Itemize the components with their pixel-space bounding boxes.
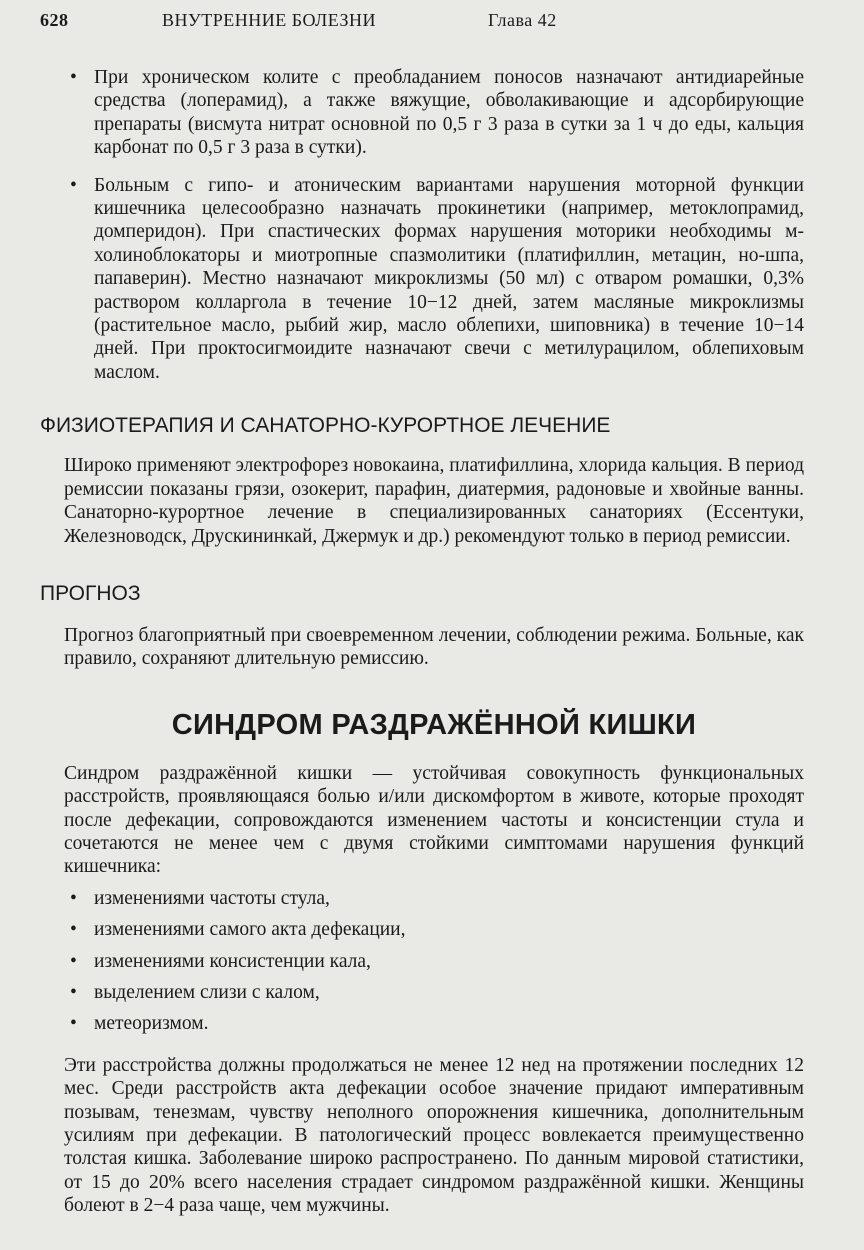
treatment-item-antidiarrheal: • При хроническом колите с преобладанием поносов назначают антидиарейные средства (лоперамид), а также вяжущие, обволакивающие и адсорбирующие препараты (висмута нитрат основной по 0,5 г 3 раза в сутки за 1 ч до еды, кальция карбонат по 0,5 г 3 раза в сутки).: [64, 66, 804, 160]
running-header: [40, 10, 824, 34]
list-item: • изменениями частоты стула,: [64, 887, 804, 910]
chapter-label: Глава 42: [488, 10, 557, 30]
page-number: 628: [40, 10, 69, 30]
book-title: ВНУТРЕННИЕ БОЛЕЗНИ: [162, 10, 376, 30]
ibs-symptom-list: [64, 887, 804, 1036]
page-body: [40, 60, 804, 1218]
ibs-heading: СИНДРОМ РАЗДРАЖЁННОЙ КИШКИ: [171, 708, 697, 741]
physiotherapy-paragraph: Широко применяют электрофорез новокаина, платифиллина, хлорида кальция. В период ремиссии показаны грязи, озокерит, парафин, диатермия, радоновые и хвойные ванны. Санаторно-курортное лечение в специализированных санаториях (Ессентуки, Железноводск, Друскининкай, Джермук и др.) рекомендуют только в период ремиссии.: [64, 455, 804, 547]
list-item: • изменениями консистенции кала,: [64, 950, 804, 973]
ibs-definition-paragraph: Синдром раздражённой кишки — устойчивая совокупность функциональных расстройств, проявляющаяся болью и/или дискомфортом в животе, которые проходят после дефекации, сопровождаются изменением частоты и консистенции стула и сочетаются не менее чем с двумя стойкими симптомами нарушения функций кишечника:: [64, 762, 804, 878]
physiotherapy-heading: ФИЗИОТЕРАПИЯ И САНАТОРНО-КУРОРТНОЕ ЛЕЧЕНИЕ: [40, 414, 611, 438]
treatment-item-motility: • Больным с гипо- и атоническим вариантами нарушения моторной функции кишечника целесообразно назначать прокинетики (например, метоклопрамид, домперидон). При спастических формах нарушения моторики необходимы м-холиноблокаторы и миотропные спазмолитики (платифиллин, метацин, но-шпа, папаверин). Местно назначают микроклизмы (50 мл) с отваром ромашки, 0,3% раствором колларгола в течение 10−12 дней, затем масляные микроклизмы (растительное масло, рыбий жир, масло облепихи, шиповника) в течение 10−14 дней. При проктосигмоидите назначают свечи с метилурацилом, облепиховым маслом.: [64, 174, 804, 385]
list-item: • метеоризмом.: [64, 1012, 804, 1035]
ibs-closing-paragraph: Эти расстройства должны продолжаться не менее 12 нед на протяжении последних 12 мес. Среди расстройств акта дефекации особое значение придают императивным позывам, тенезмам, чувству неполного опорожнения кишечника, дополнительным усилиям при дефекации. В патологический процесс вовлекается преимущественно толстая кишка. Заболевание широко распространено. По данным мировой статистики, от 15 до 20% всего населения страдает синдромом раздражённой кишки. Женщины болеют в 2−4 раза чаще, чем мужчины.: [64, 1054, 804, 1217]
treatment-list: [64, 66, 804, 384]
prognosis-paragraph: Прогноз благоприятный при своевременном лечении, соблюдении режима. Больные, как правило, сохраняют длительную ремиссию.: [64, 624, 804, 670]
list-item: • изменениями самого акта дефекации,: [64, 918, 804, 941]
prognosis-heading: ПРОГНОЗ: [40, 581, 141, 605]
list-item: • выделением слизи с калом,: [64, 981, 804, 1004]
